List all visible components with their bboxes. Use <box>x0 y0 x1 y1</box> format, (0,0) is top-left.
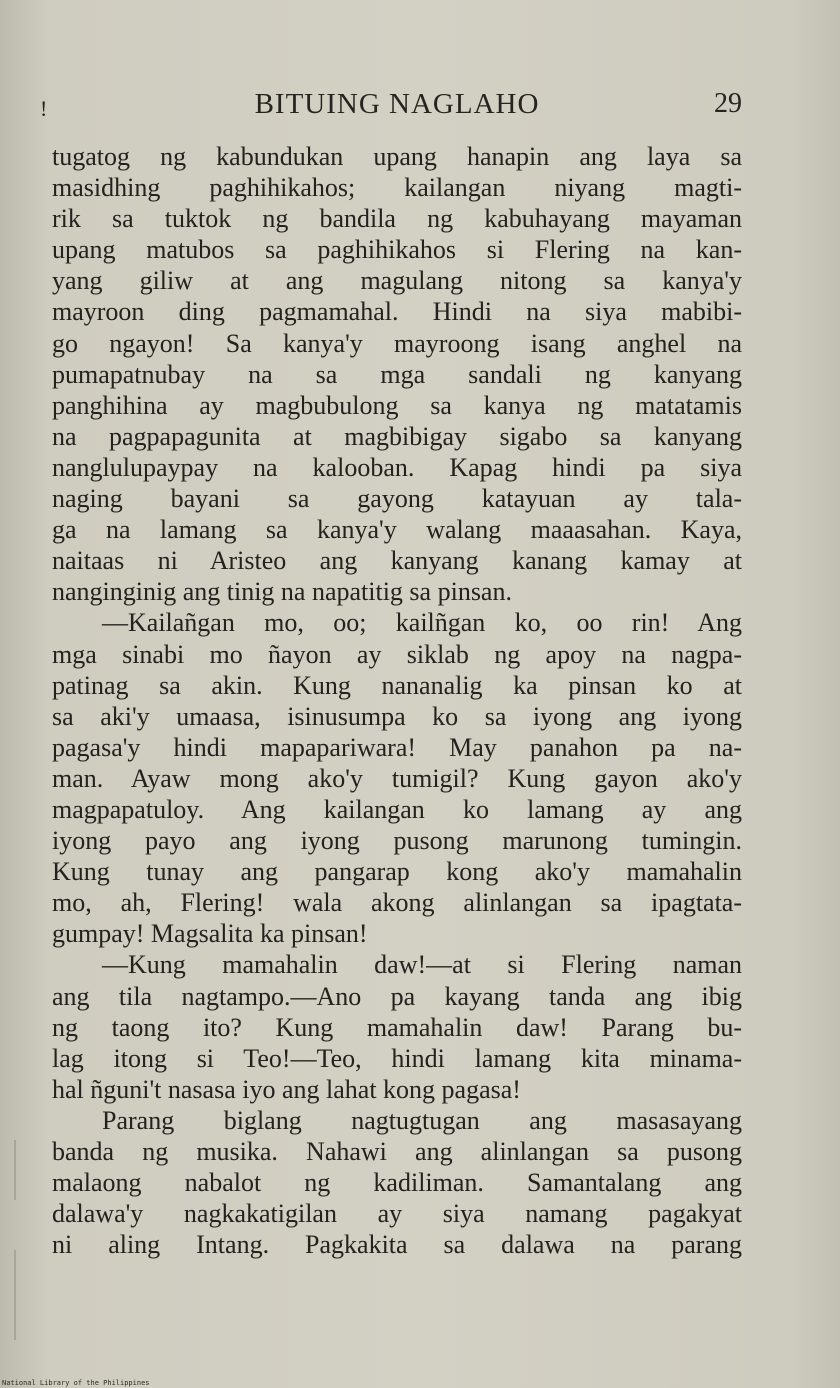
page-edge-shadow <box>14 1140 16 1200</box>
text-line: naitaas ni Aristeo ang kanyang kanang kamay at <box>52 546 742 576</box>
text-line: Parang biglang nagtugtugan ang masasayang <box>102 1105 742 1135</box>
text-line: naging bayani sa gayong katayuan ay tala- <box>52 484 742 514</box>
text-line: malaong nabalot ng kadiliman. Samantalang ang <box>52 1168 742 1198</box>
text-line: —Kung mamahalin daw!—at si Flering naman <box>102 950 742 980</box>
text-line: ga na lamang sa kanya'y walang maaasahan. Kaya, <box>52 515 742 545</box>
text-line: masidhing paghihikahos; kailangan niyang magti- <box>52 173 742 203</box>
text-line: tugatog ng kabundukan upang hanapin ang laya sa <box>52 142 742 171</box>
text-line: ng taong ito? Kung mamahalin daw! Parang bu- <box>52 1012 742 1042</box>
text-line: —Kailañgan mo, oo; kailñgan ko, oo rin! Ang <box>102 608 742 638</box>
text-line: gumpay! Magsalita ka pinsan! <box>52 919 368 949</box>
text-line: upang matubos sa paghihikahos si Flering na kan- <box>52 235 742 265</box>
running-title: BITUING NAGLAHO <box>254 88 540 120</box>
text-line: iyong payo ang iyong pusong marunong tumingin. <box>52 826 742 856</box>
page-edge-shadow <box>14 1250 16 1340</box>
text-line: nanginginig ang tinig na napatitig sa pinsan. <box>52 577 512 607</box>
text-line: magpapatuloy. Ang kailangan ko lamang ay ang <box>52 794 742 824</box>
text-line: mga sinabi mo ñayon ay siklab ng apoy na nagpa- <box>52 639 742 669</box>
text-line: banda ng musika. Nahawi ang alinlangan sa pusong <box>52 1137 742 1166</box>
text-line: Kung tunay ang pangarap kong ako'y mamahalin <box>52 857 742 887</box>
text-line: na pagpapagunita at magbibigay sigabo sa kanyang <box>52 421 742 451</box>
text-line: pumapatnubay na sa mga sandali ng kanyang <box>52 359 742 389</box>
text-line: ang tila nagtampo.—Ano pa kayang tanda ang ibig <box>52 981 742 1011</box>
text-line: mayroon ding pagmamahal. Hindi na siya mabibi- <box>52 297 742 327</box>
page-number: 29 <box>714 88 742 119</box>
text-line: sa aki'y umaasa, isinusumpa ko sa iyong ang iyong <box>52 701 742 731</box>
text-line: panghihina ay magbubulong sa kanya ng matatamis <box>52 390 742 420</box>
page-header <box>40 88 742 130</box>
header-mark: ! <box>40 96 48 121</box>
footer-credit: National Library of the Philippines <box>2 1379 150 1387</box>
text-line: ni aling Intang. Pagkakita sa dalawa na parang <box>52 1230 742 1260</box>
text-line: lag itong si Teo!—Teo, hindi lamang kita minama- <box>52 1043 742 1073</box>
text-line: yang giliw at ang magulang nitong sa kanya'y <box>52 266 742 296</box>
text-line: go ngayon! Sa kanya'y mayroong isang anghel na <box>52 328 742 358</box>
text-line: rik sa tuktok ng bandila ng kabuhayang mayaman <box>52 204 742 234</box>
text-line: mo, ah, Flering! wala akong alinlangan sa ipagtata- <box>52 888 742 918</box>
text-line: hal ñguni't nasasa iyo ang lahat kong pagasa! <box>52 1074 521 1104</box>
text-line: patinag sa akin. Kung nananalig ka pinsan ko at <box>52 670 742 700</box>
text-line: man. Ayaw mong ako'y tumigil? Kung gayon ako'y <box>52 763 742 793</box>
text-line: nanglulupaypay na kalooban. Kapag hindi pa siya <box>52 452 742 482</box>
body-text <box>52 141 742 1260</box>
text-line: dalawa'y nagkakatigilan ay siya namang pagakyat <box>52 1199 742 1229</box>
text-line: pagasa'y hindi mapapariwara! May panahon pa na- <box>52 732 742 762</box>
